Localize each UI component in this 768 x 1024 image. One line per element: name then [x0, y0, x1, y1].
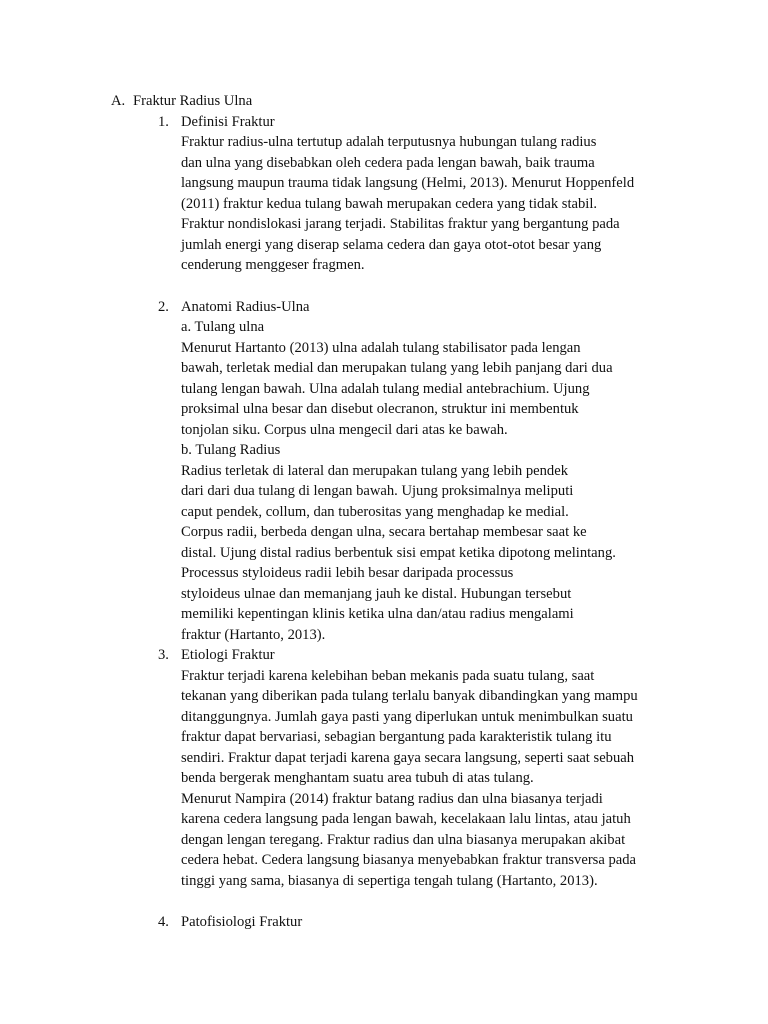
paragraph-line: tulang lengan bawah. Ulna adalah tulang medial antebrachium. Ujung [181, 381, 590, 397]
section-marker: A. [111, 93, 126, 109]
paragraph-line: karena cedera langsung pada lengan bawah, kecelakaan lalu lintas, atau jatuh [181, 811, 631, 827]
paragraph-line: bawah, terletak medial dan merupakan tulang yang lebih panjang dari dua [181, 360, 613, 376]
paragraph-line: benda bergerak menghantam suatu area tubuh di atas tulang. [181, 770, 534, 786]
paragraph-line: jumlah energi yang diserap selama cedera dan gaya otot-otot besar yang [181, 237, 602, 253]
subheading: b. Tulang Radius [181, 442, 281, 458]
paragraph-line: proksimal ulna besar dan disebut olecranon, struktur ini membentuk [181, 401, 579, 417]
item-number: 1. [158, 114, 169, 130]
paragraph-line: Radius terletak di lateral dan merupakan tulang yang lebih pendek [181, 463, 569, 479]
paragraph-line: langsung maupun trauma tidak langsung (Helmi, 2013). Menurut Hoppenfeld [181, 175, 635, 191]
paragraph-line: (2011) fraktur kedua tulang bawah merupakan cedera yang tidak stabil. [181, 196, 598, 212]
item-title: Patofisiologi Fraktur [181, 914, 303, 930]
paragraph-line: Fraktur terjadi karena kelebihan beban mekanis pada suatu tulang, saat [181, 668, 595, 684]
paragraph-line: sendiri. Fraktur dapat terjadi karena gaya secara langsung, seperti saat sebuah [181, 750, 635, 766]
paragraph-line: Menurut Hartanto (2013) ulna adalah tulang stabilisator pada lengan [181, 340, 581, 356]
paragraph-line: Corpus radii, berbeda dengan ulna, secara bertahap membesar saat ke [181, 524, 587, 540]
item-number: 3. [158, 647, 169, 663]
subheading: a. Tulang ulna [181, 319, 265, 335]
paragraph-line: dengan lengan teregang. Fraktur radius dan ulna biasanya merupakan akibat [181, 832, 626, 848]
paragraph-line: Fraktur nondislokasi jarang terjadi. Stabilitas fraktur yang bergantung pada [181, 216, 620, 232]
paragraph-line: ditanggungnya. Jumlah gaya pasti yang diperlukan untuk menimbulkan suatu [181, 709, 633, 725]
paragraph-line: dan ulna yang disebabkan oleh cedera pada lengan bawah, baik trauma [181, 155, 595, 171]
paragraph-line: tekanan yang diberikan pada tulang terlalu banyak dibandingkan yang mampu [181, 688, 638, 704]
paragraph-line: Fraktur radius-ulna tertutup adalah terputusnya hubungan tulang radius [181, 134, 597, 150]
paragraph-line: memiliki kepentingan klinis ketika ulna dan/atau radius mengalami [181, 606, 574, 622]
paragraph-line: fraktur (Hartanto, 2013). [181, 627, 326, 643]
paragraph-line: tonjolan siku. Corpus ulna mengecil dari atas ke bawah. [181, 422, 508, 438]
item-title: Anatomi Radius-Ulna [181, 299, 310, 315]
paragraph-line: styloideus ulnae dan memanjang jauh ke distal. Hubungan tersebut [181, 586, 572, 602]
item-number: 2. [158, 299, 169, 315]
paragraph-line: distal. Ujung distal radius berbentuk sisi empat ketika dipotong melintang. [181, 545, 616, 561]
paragraph-line: tinggi yang sama, biasanya di sepertiga tengah tulang (Hartanto, 2013). [181, 873, 598, 889]
paragraph-line: Menurut Nampira (2014) fraktur batang radius dan ulna biasanya terjadi [181, 791, 603, 807]
paragraph-line: cenderung menggeser fragmen. [181, 257, 365, 273]
section-title: Fraktur Radius Ulna [133, 93, 253, 109]
item-title: Definisi Fraktur [181, 114, 275, 130]
paragraph-line: fraktur dapat bervariasi, sebagian bergantung pada karakteristik tulang itu [181, 729, 612, 745]
item-number: 4. [158, 914, 169, 930]
paragraph-line: cedera hebat. Cedera langsung biasanya menyebabkan fraktur transversa pada [181, 852, 637, 868]
paragraph-line: caput pendek, collum, dan tuberositas yang menghadap ke medial. [181, 504, 569, 520]
paragraph-line: Processus styloideus radii lebih besar daripada processus [181, 565, 514, 581]
item-title: Etiologi Fraktur [181, 647, 275, 663]
paragraph-line: dari dari dua tulang di lengan bawah. Ujung proksimalnya meliputi [181, 483, 574, 499]
